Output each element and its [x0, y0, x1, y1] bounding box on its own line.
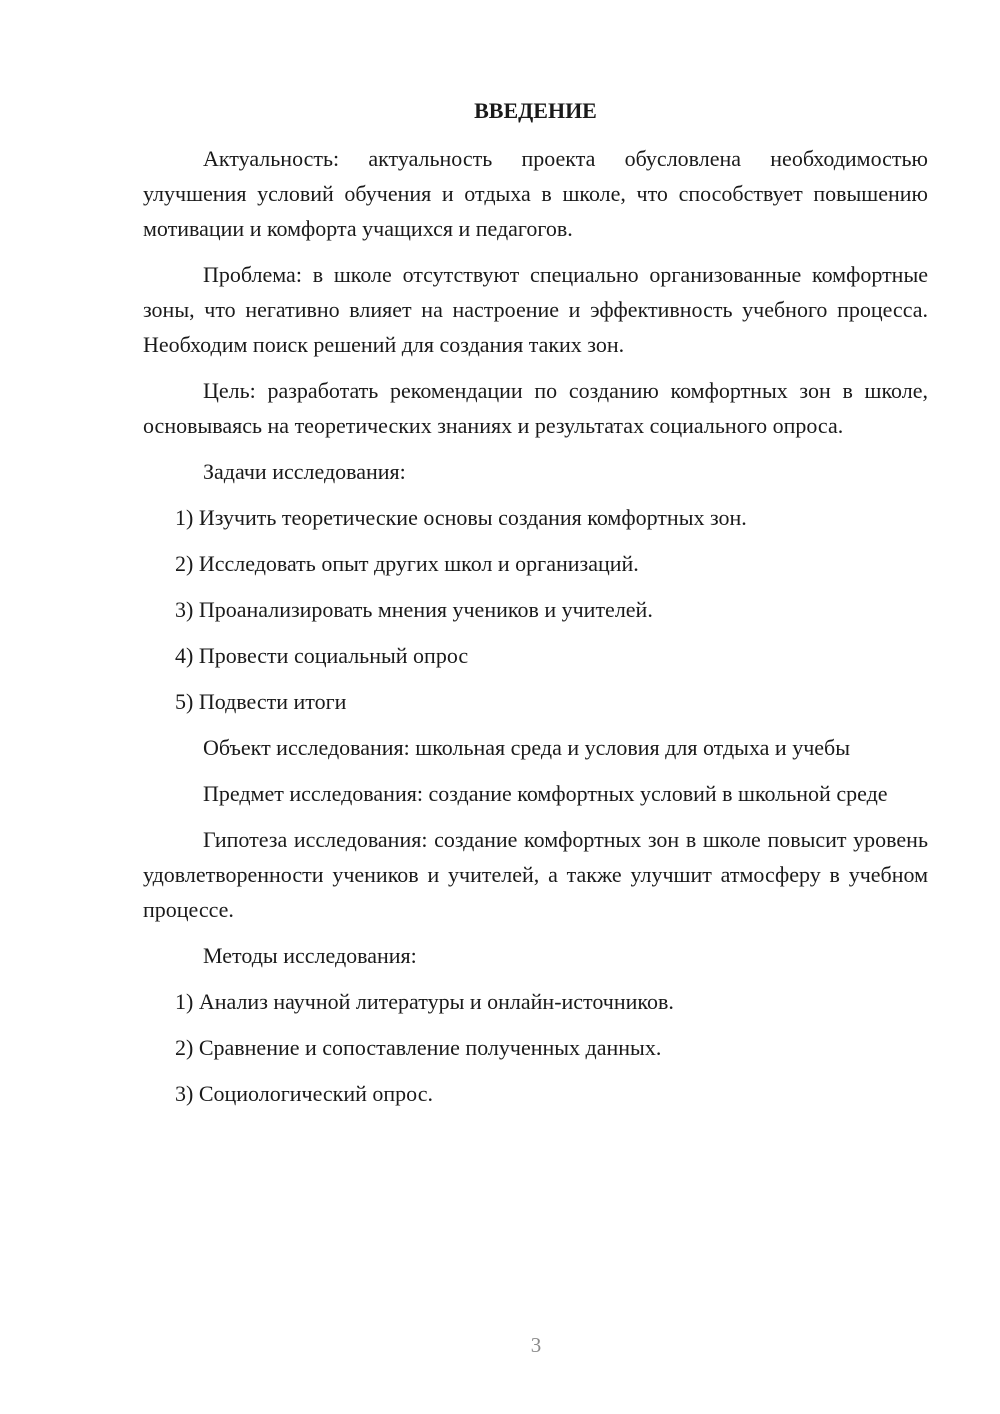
object-paragraph: Объект исследования: школьная среда и условия для отдыха и учебы	[203, 735, 851, 760]
relevance-paragraph: Актуальность: актуальность проекта обусловлена необходимостью улучшения условий обучения и отдыха в школе, что способствует повышению мотивации и комфорта учащихся и педагогов.	[143, 146, 928, 241]
problem-paragraph: Проблема: в школе отсутствуют специально организованные комфортные зоны, что негативно влияет на настроение и эффективность учебного процесса. Необходим поиск решений для создания таких зон.	[143, 262, 928, 357]
subject-paragraph: Предмет исследования: создание комфортных условий в школьной среде	[203, 781, 888, 806]
goal-paragraph: Цель: разработать рекомендации по созданию комфортных зон в школе, основываясь на теоретических знаниях и результатах социального опроса.	[143, 378, 928, 438]
list-item: 3) Социологический опрос.	[175, 1081, 433, 1106]
list-item: 1) Изучить теоретические основы создания комфортных зон.	[175, 505, 747, 530]
section-title: ВВЕДЕНИЕ	[474, 98, 597, 123]
page-content	[143, 93, 928, 1122]
list-item: 5) Подвести итоги	[175, 689, 347, 714]
tasks-heading: Задачи исследования:	[203, 459, 406, 484]
methods-heading: Методы исследования:	[203, 943, 417, 968]
list-item: 3) Проанализировать мнения учеников и учителей.	[175, 597, 653, 622]
list-item: 2) Исследовать опыт других школ и организаций.	[175, 551, 639, 576]
list-item: 1) Анализ научной литературы и онлайн-источников.	[175, 989, 674, 1014]
hypothesis-paragraph: Гипотеза исследования: создание комфортных зон в школе повысит уровень удовлетворенности учеников и учителей, а также улучшит атмосферу в учебном процессе.	[143, 827, 928, 922]
list-item: 2) Сравнение и сопоставление полученных данных.	[175, 1035, 662, 1060]
methods-list	[143, 984, 928, 1111]
page-number: 3	[530, 1333, 542, 1357]
tasks-list	[143, 500, 928, 719]
list-item: 4) Провести социальный опрос	[175, 643, 469, 668]
